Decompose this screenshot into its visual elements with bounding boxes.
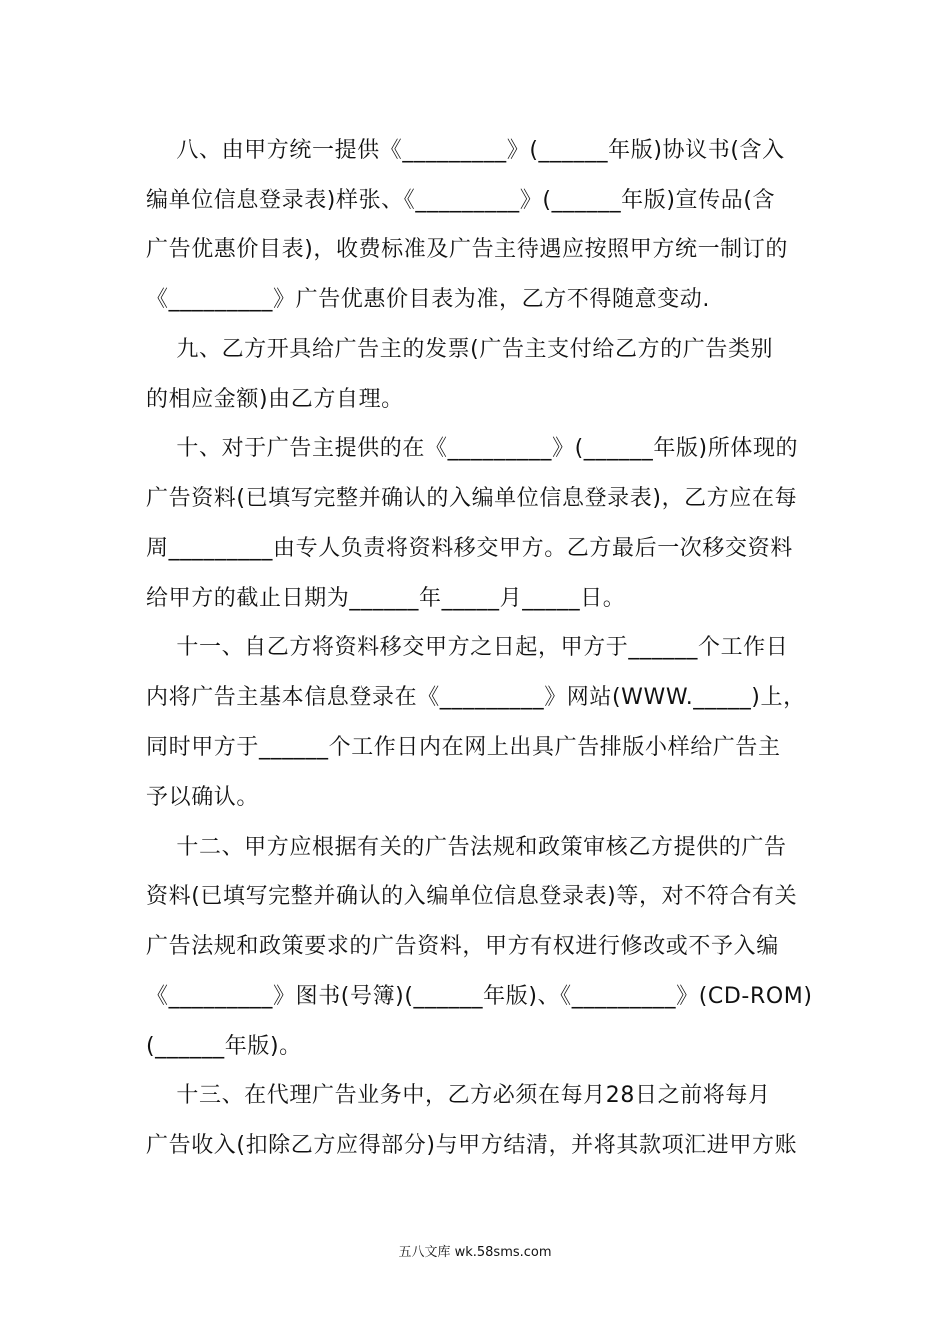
text-line: 编单位信息登录表)样张、《_________》(______年版)宣传品(含 xyxy=(146,188,776,213)
text-line: 广告优惠价目表)，收费标准及广告主待遇应按照甲方统一制订的 xyxy=(146,237,788,262)
text-line: 同时甲方于______个工作日内在网上出具广告排版小样给广告主 xyxy=(146,735,781,760)
text-line: 广告法规和政策要求的广告资料，甲方有权进行修改或不予入编 xyxy=(146,934,779,959)
text-line: 内将广告主基本信息登录在《_________》网站(WWW._____)上， xyxy=(146,685,806,710)
text-line: 予以确认。 xyxy=(146,785,260,810)
text-line: 十一、自乙方将资料移交甲方之日起，甲方于______个工作日 xyxy=(146,635,789,660)
text-line: 周_________由专人负责将资料移交甲方。乙方最后一次移交资料 xyxy=(146,536,793,561)
text-line: 九、乙方开具给广告主的发票(广告主支付给乙方的广告类别 xyxy=(146,337,774,362)
text-line: 给甲方的截止日期为______年_____月_____日。 xyxy=(146,586,626,611)
text-line: 广告收入(扣除乙方应得部分)与甲方结清，并将其款项汇进甲方账 xyxy=(146,1133,798,1158)
text-line: 的相应金额)由乙方自理。 xyxy=(146,387,404,412)
text-line: 资料(已填写完整并确认的入编单位信息登录表)等，对不符合有关 xyxy=(146,884,798,909)
text-line: 十二、甲方应根据有关的广告法规和政策审核乙方提供的广告 xyxy=(146,835,787,860)
text-line: 《_________》图书(号簿)(______年版)、《_________》(CD-ROM) xyxy=(146,984,813,1009)
text-line: 《_________》广告优惠价目表为准，乙方不得随意变动. xyxy=(146,287,710,312)
text-line: 十、对于广告主提供的在《_________》(______年版)所体现的 xyxy=(146,436,799,461)
text-line: 八、由甲方统一提供《_________》(______年版)协议书(含入 xyxy=(146,138,785,163)
page-footer: 五八文库 wk.58sms.com xyxy=(398,1245,552,1260)
text-line: 十三、在代理广告业务中，乙方必须在每月28日之前将每月 xyxy=(146,1083,771,1108)
text-line: 广告资料(已填写完整并确认的入编单位信息登录表)，乙方应在每 xyxy=(146,486,798,511)
text-line: (______年版)。 xyxy=(146,1034,302,1059)
